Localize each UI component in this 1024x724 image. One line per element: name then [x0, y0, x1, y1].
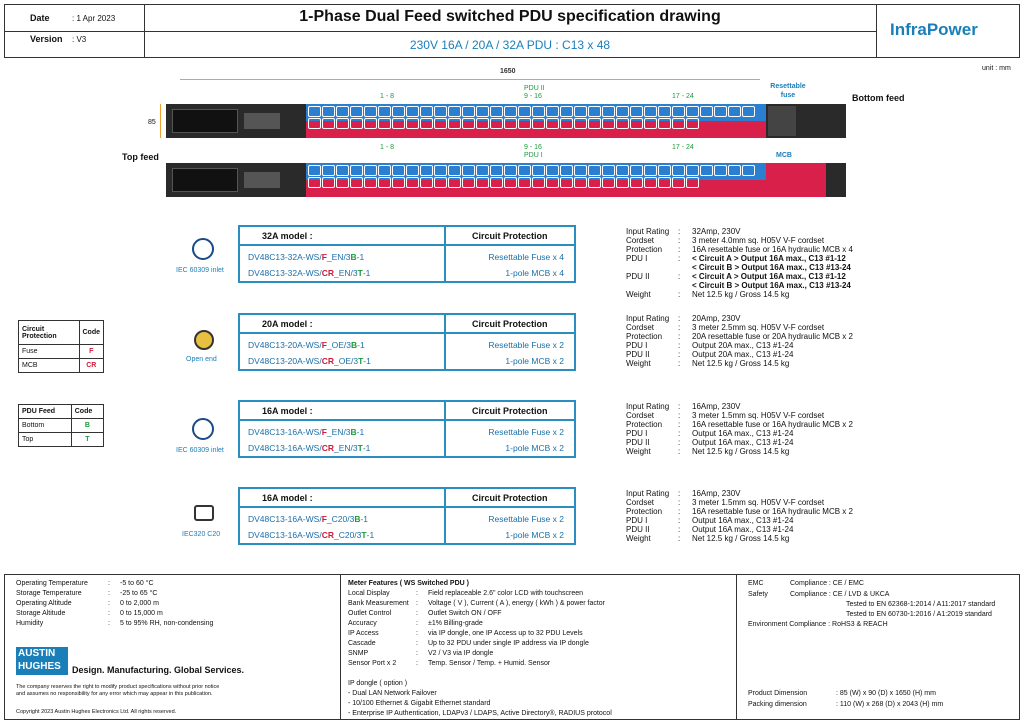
c13-outlet-icon	[490, 165, 503, 176]
c13-outlet-icon	[616, 177, 629, 188]
version-label: Version	[30, 34, 63, 44]
c13-outlet-icon	[350, 106, 363, 117]
c13-outlet-icon	[420, 106, 433, 117]
c13-outlet-icon	[602, 118, 615, 129]
c13-outlet-icon	[658, 165, 671, 176]
group-label: PDU II	[524, 85, 545, 92]
c13-outlet-icon	[406, 106, 419, 117]
c13-outlet-icon	[602, 106, 615, 117]
c13-outlet-icon	[378, 106, 391, 117]
legend-code: CR	[79, 359, 104, 373]
model-code: DV48C13-16A-WS/CR_C20/3T-1	[248, 530, 375, 540]
protection-value: Resettable Fuse x 2	[488, 340, 564, 350]
c13-outlet-icon	[672, 106, 685, 117]
c13-outlet-icon	[434, 177, 447, 188]
page-title: 1-Phase Dual Feed switched PDU specification drawing	[299, 8, 721, 25]
c13-outlet-icon	[476, 165, 489, 176]
c13-outlet-icon	[560, 177, 573, 188]
brand-logo: InfraPower	[890, 20, 978, 39]
dimension-value: : 85 (W) x 90 (D) x 1650 (H) mm	[836, 690, 936, 697]
c13-outlet-icon	[714, 106, 727, 117]
circuit-protection-header: Circuit Protection	[472, 231, 548, 241]
c13-outlet-icon	[434, 165, 447, 176]
c13-outlet-icon	[350, 177, 363, 188]
meter-features: Local Display : Field replaceable 2.6" color LCD with touchscreen Bank Measurement : Voltage ( V ), Current ( A ), energy ( kWh ) & power factor Outlet Control : Outlet Switch ON / OFF Accuracy : ±1% Billing-grade IP Access : via IP dongle, one IP Access up to 32 PDU Levels Cascade : Up to 32 PDU under single IP address via IP dongle SNMP : V2 / V3 via IP dongle Sensor Port x 2 : Temp. Sensor / Temp. + Humid. Sensor	[348, 590, 606, 667]
legend-header: Code	[71, 405, 103, 419]
c13-outlet-icon	[658, 118, 671, 129]
height-label: 85	[148, 119, 156, 126]
model-box	[238, 487, 576, 545]
legend-code: F	[79, 345, 104, 359]
c13-outlet-icon	[504, 165, 517, 176]
date-value: : 1 Apr 2023	[72, 14, 116, 23]
c13-outlet-icon	[420, 177, 433, 188]
c13-outlet-icon	[476, 118, 489, 129]
model-title: 16A model :	[262, 406, 313, 416]
c13-outlet-icon	[364, 106, 377, 117]
group-label: 1 - 8	[380, 144, 395, 151]
c13-outlet-icon	[630, 177, 643, 188]
feed-legend	[18, 404, 104, 447]
c13-outlet-icon	[392, 118, 405, 129]
c13-outlet-icon	[336, 106, 349, 117]
legend-header: PDU Feed	[19, 405, 72, 419]
c13-outlet-icon	[546, 165, 559, 176]
c13-outlet-icon	[504, 106, 517, 117]
c13-outlet-icon	[378, 165, 391, 176]
iec60309-inlet-icon	[192, 418, 214, 440]
c13-outlet-icon	[462, 165, 475, 176]
c13-outlet-icon	[364, 177, 377, 188]
c13-outlet-icon	[462, 118, 475, 129]
c13-outlet-icon	[742, 106, 755, 117]
open-end-icon	[194, 330, 214, 350]
c13-outlet-icon	[490, 177, 503, 188]
inlet-label: IEC 60309 inlet	[176, 447, 224, 454]
c13-outlet-icon	[392, 177, 405, 188]
circuit-protection-header: Circuit Protection	[472, 319, 548, 329]
c13-outlet-icon	[504, 177, 517, 188]
c13-outlet-icon	[546, 106, 559, 117]
c13-outlet-icon	[630, 118, 643, 129]
c13-outlet-icon	[308, 106, 321, 117]
c13-outlet-icon	[742, 165, 755, 176]
group-label: PDU I	[524, 152, 543, 159]
version-value: : V3	[72, 35, 87, 44]
dimension-value: : 110 (W) x 268 (D) x 2043 (H) mm	[836, 701, 944, 708]
c13-outlet-icon	[448, 118, 461, 129]
c13-outlet-icon	[406, 177, 419, 188]
c13-outlet-icon	[728, 165, 741, 176]
c13-outlet-icon	[588, 106, 601, 117]
protection-value: Resettable Fuse x 2	[488, 427, 564, 437]
length-dimension-line	[180, 79, 760, 80]
c13-outlet-icon	[336, 118, 349, 129]
page-subtitle: 230V 16A / 20A / 32A PDU : C13 x 48	[409, 38, 611, 52]
model-code: DV48C13-16A-WS/F_C20/3B-1	[248, 514, 369, 524]
c13-outlet-icon	[630, 106, 643, 117]
circuit-protection-header: Circuit Protection	[472, 406, 548, 416]
c13-outlet-icon	[518, 106, 531, 117]
c13-outlet-icon	[462, 106, 475, 117]
outlet-row	[308, 106, 764, 129]
c13-outlet-icon	[658, 177, 671, 188]
c13-outlet-icon	[644, 106, 657, 117]
legend-cell: Bottom	[19, 419, 72, 433]
model-title: 32A model :	[262, 231, 313, 241]
protection-legend	[18, 320, 104, 373]
c13-outlet-icon	[420, 165, 433, 176]
environment-specs: Operating Temperature : -5 to 60 °C Storage Temperature : -25 to 65 °C Operating Altitude : 0 to 2,000 m Storage Altitude : 0 to 15,000 m Humidity : 5 to 95% RH, non-condensing	[16, 580, 214, 627]
group-label: 9 - 16	[524, 144, 542, 151]
ip-dongle-features: - Dual LAN Network Failover - 10/100 Ethernet & Gigabit Ethernet standard - Enterprise IP Authentication, LDAPv3 / LDAPS, Active Directory®, RADIUS protocol	[348, 690, 612, 717]
c13-outlet-icon	[700, 106, 713, 117]
c13-outlet-icon	[700, 165, 713, 176]
spec-block: Input Rating : 20Amp, 230V Cordset : 3 meter 2.5mm sq. H05V V-F cordset Protection : 20A resettable fuse or 20A hydraulic MCB x 2 PDU I : Output 20A max., C13 #1-24 PDU II : Output 20A max., C13 #1-24 Weight : Net 12.5 kg / Gross 14.5 kg	[626, 314, 853, 368]
c13-outlet-icon	[392, 106, 405, 117]
legend-header: Circuit Protection	[19, 321, 80, 345]
c13-outlet-icon	[560, 165, 573, 176]
top-feed-label: Top feed	[122, 152, 159, 162]
c13-outlet-icon	[462, 177, 475, 188]
disclaimer: The company reserves the right to modify product specifications without prior notice and assumes no responsibility for any error which may appear in this publication.	[16, 684, 220, 697]
c13-outlet-icon	[644, 177, 657, 188]
c13-outlet-icon	[364, 165, 377, 176]
protection-value: 1-pole MCB x 2	[505, 530, 564, 540]
c13-outlet-icon	[336, 165, 349, 176]
c13-outlet-icon	[378, 118, 391, 129]
inlet-label: IEC 60309 inlet	[176, 267, 224, 274]
group-label: 1 - 8	[380, 93, 395, 100]
legend-cell: Top	[19, 433, 72, 447]
c13-outlet-icon	[308, 165, 321, 176]
c13-outlet-icon	[518, 165, 531, 176]
c13-outlet-icon	[406, 118, 419, 129]
c13-outlet-icon	[602, 165, 615, 176]
inlet-label: IEC320 C20	[182, 531, 221, 538]
c13-outlet-icon	[518, 118, 531, 129]
model-title: 20A model :	[262, 319, 313, 329]
c13-outlet-icon	[448, 106, 461, 117]
compliance-label: Environment Compliance : RoHS3 & REACH	[748, 621, 888, 628]
group-label: 17 - 24	[672, 93, 694, 100]
protection-value: 1-pole MCB x 4	[505, 268, 564, 278]
c13-outlet-icon	[546, 118, 559, 129]
dimension-label: Product Dimension	[748, 690, 808, 697]
c13-outlet-icon	[686, 106, 699, 117]
c13-outlet-icon	[490, 118, 503, 129]
legend-header: Code	[79, 321, 104, 345]
compliance-value: Compliance : CE / LVD & UKCA	[790, 591, 890, 598]
c13-outlet-icon	[658, 106, 671, 117]
c13-outlet-icon	[616, 165, 629, 176]
c13-outlet-icon	[672, 177, 685, 188]
length-label: 1650	[500, 68, 516, 75]
spec-block: Input Rating : 16Amp, 230V Cordset : 3 meter 1.5mm sq. H05V V-F cordset Protection : 16A resettable fuse or 16A hydraulic MCB x 2 PDU I : Output 16A max., C13 #1-24 PDU II : Output 16A max., C13 #1-24 Weight : Net 12.5 kg / Gross 14.5 kg	[626, 489, 853, 543]
model-code: DV48C13-16A-WS/F_EN/3B-1	[248, 427, 365, 437]
c13-outlet-icon	[588, 165, 601, 176]
c13-outlet-icon	[518, 177, 531, 188]
protection-value: 1-pole MCB x 2	[505, 356, 564, 366]
c13-outlet-icon	[350, 165, 363, 176]
group-label: 17 - 24	[672, 144, 694, 151]
c13-outlet-icon	[686, 177, 699, 188]
protection-value: 1-pole MCB x 2	[505, 443, 564, 453]
c13-outlet-icon	[420, 118, 433, 129]
c13-outlet-icon	[322, 165, 335, 176]
c13-outlet-icon	[574, 118, 587, 129]
c13-outlet-icon	[308, 118, 321, 129]
c13-outlet-icon	[364, 118, 377, 129]
spec-block: Input Rating : 32Amp, 230V Cordset : 3 meter 4.0mm sq. H05V V-F cordset Protection : 16A resettable fuse or 16A hydraulic MCB x 4 PDU I : < Circuit A > Output 16A max., C13 #1-12 < Circuit B > Output 16A max., C13 #13-24 PDU II : < Circuit A > Output 16A max., C13 #1-12 < Circuit B > Output 16A max., C13 #13-24 Weight : Net 12.5 kg / Gross 14.5 kg	[626, 227, 853, 299]
c13-outlet-icon	[686, 165, 699, 176]
c13-outlet-icon	[630, 165, 643, 176]
bottom-feed-label: Bottom feed	[852, 93, 905, 103]
iec60309-inlet-icon	[192, 238, 214, 260]
c13-outlet-icon	[714, 165, 727, 176]
dimension-label: Packing dimension	[748, 701, 807, 708]
c13-outlet-icon	[434, 118, 447, 129]
group-label: 9 - 16	[524, 93, 542, 100]
slogan: Design. Manufacturing. Global Services.	[72, 665, 245, 675]
c13-outlet-icon	[672, 118, 685, 129]
c13-outlet-icon	[574, 165, 587, 176]
c13-outlet-icon	[322, 177, 335, 188]
compliance-value: Compliance : CE / EMC	[790, 580, 864, 587]
compliance-label: EMC	[748, 580, 764, 587]
model-code: DV48C13-32A-WS/F_EN/3B-1	[248, 252, 365, 262]
mcb-label: MCB	[776, 152, 792, 159]
c13-outlet-icon	[616, 118, 629, 129]
c13-outlet-icon	[322, 106, 335, 117]
circuit-protection-header: Circuit Protection	[472, 493, 548, 503]
c13-outlet-icon	[378, 177, 391, 188]
resettable-fuse-label: Resettable fuse	[770, 83, 806, 99]
inlet-label: Open end	[186, 356, 217, 363]
legend-code: T	[71, 433, 103, 447]
c13-outlet-icon	[476, 177, 489, 188]
c13-outlet-icon	[560, 106, 573, 117]
c13-outlet-icon	[504, 118, 517, 129]
c13-outlet-icon	[532, 177, 545, 188]
c13-outlet-icon	[406, 165, 419, 176]
date-label: Date	[30, 13, 50, 23]
compliance-value: Tested to EN 60730-1:2016 / A1:2019 standard	[846, 611, 992, 618]
c13-outlet-icon	[434, 106, 447, 117]
legend-cell: Fuse	[19, 345, 80, 359]
legend-code: B	[71, 419, 103, 433]
model-box	[238, 400, 576, 458]
protection-value: Resettable Fuse x 2	[488, 514, 564, 524]
c13-outlet-icon	[322, 118, 335, 129]
c13-outlet-icon	[308, 177, 321, 188]
c13-outlet-icon	[336, 177, 349, 188]
c13-outlet-icon	[574, 177, 587, 188]
ip-dongle-title: IP dongle ( option )	[348, 680, 408, 687]
model-code: DV48C13-16A-WS/CR_EN/3T-1	[248, 443, 371, 453]
c13-outlet-icon	[602, 177, 615, 188]
c13-outlet-icon	[644, 165, 657, 176]
c13-outlet-icon	[546, 177, 559, 188]
c13-outlet-icon	[588, 118, 601, 129]
meter-features-title: Meter Features ( WS Switched PDU )	[348, 580, 469, 587]
c13-outlet-icon	[672, 165, 685, 176]
c13-outlet-icon	[532, 165, 545, 176]
spec-block: Input Rating : 16Amp, 230V Cordset : 3 meter 1.5mm sq. H05V V-F cordset Protection : 16A resettable fuse or 16A hydraulic MCB x 2 PDU I : Output 16A max., C13 #1-24 PDU II : Output 16A max., C13 #1-24 Weight : Net 12.5 kg / Gross 14.5 kg	[626, 402, 853, 456]
c13-outlet-icon	[728, 106, 741, 117]
model-box	[238, 313, 576, 371]
c13-outlet-icon	[350, 118, 363, 129]
compliance-label: Safety	[748, 591, 768, 598]
legend-cell: MCB	[19, 359, 80, 373]
c13-outlet-icon	[476, 106, 489, 117]
c13-outlet-icon	[532, 106, 545, 117]
c13-outlet-icon	[574, 106, 587, 117]
copyright: Copyright 2023 Austin Hughes Electronics Ltd. All rights reserved.	[16, 709, 177, 715]
c13-outlet-icon	[448, 177, 461, 188]
c13-outlet-icon	[686, 118, 699, 129]
compliance-value: Tested to EN 62368-1:2014 / A11:2017 standard	[846, 601, 996, 608]
model-box	[238, 225, 576, 283]
model-title: 16A model :	[262, 493, 313, 503]
c13-outlet-icon	[532, 118, 545, 129]
protection-value: Resettable Fuse x 4	[488, 252, 564, 262]
c13-outlet-icon	[616, 106, 629, 117]
outlet-row	[308, 165, 764, 188]
unit-label: unit : mm	[982, 65, 1011, 72]
c20-inlet-icon	[194, 505, 214, 521]
c13-outlet-icon	[448, 165, 461, 176]
c13-outlet-icon	[560, 118, 573, 129]
model-code: DV48C13-20A-WS/CR_OE/3T-1	[248, 356, 371, 366]
model-code: DV48C13-20A-WS/F_OE/3B-1	[248, 340, 365, 350]
c13-outlet-icon	[490, 106, 503, 117]
c13-outlet-icon	[588, 177, 601, 188]
c13-outlet-icon	[644, 118, 657, 129]
model-code: DV48C13-32A-WS/CR_EN/3T-1	[248, 268, 371, 278]
c13-outlet-icon	[392, 165, 405, 176]
austin-hughes-logo: AUSTIN HUGHES	[16, 647, 68, 675]
